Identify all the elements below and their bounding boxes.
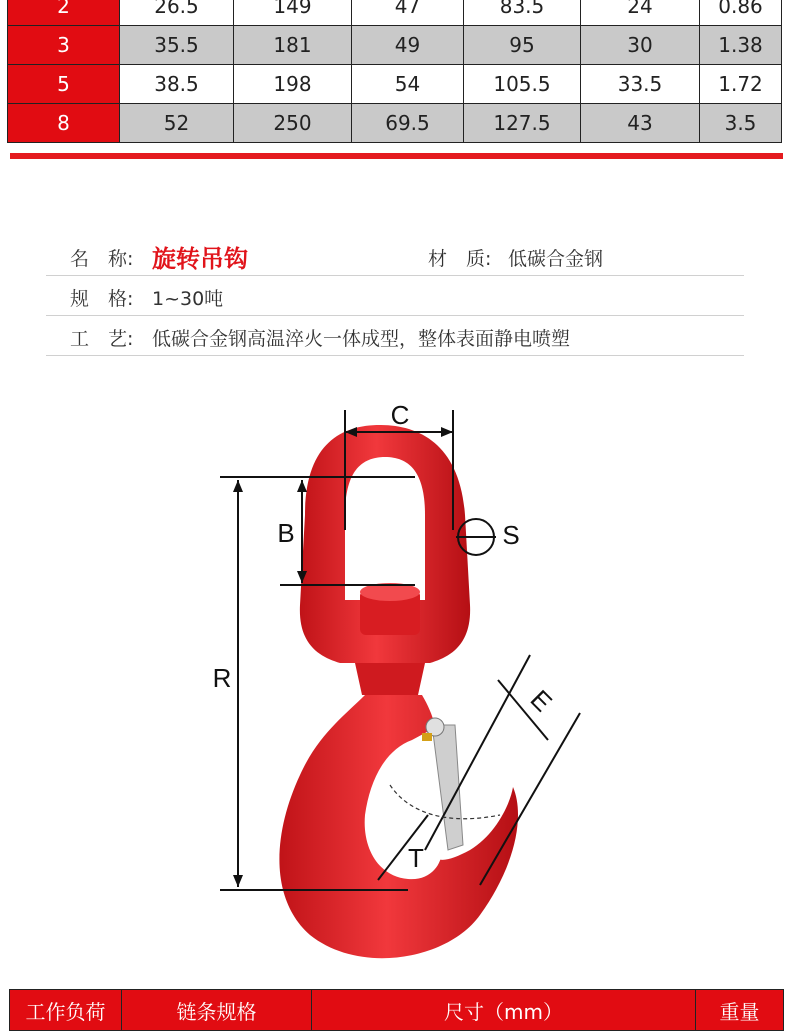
- header-table: [9, 989, 784, 1031]
- load-cell: 5: [8, 65, 120, 104]
- spec-value: 1~30吨: [152, 288, 224, 310]
- load-cell: 3: [8, 26, 120, 65]
- label-r: R: [212, 663, 232, 693]
- table-cell: 47: [352, 0, 464, 26]
- header-dims: 尺寸（mm）: [312, 990, 696, 1031]
- process-label: 工 艺:: [70, 328, 134, 350]
- header-load: 工作负荷: [10, 990, 122, 1031]
- table-cell: 1.38: [700, 26, 782, 65]
- label-t: T: [408, 843, 424, 873]
- table-cell: 38.5: [120, 65, 234, 104]
- table-cell: 0.86: [700, 0, 782, 26]
- info-row-name: [46, 236, 744, 276]
- table-cell: 35.5: [120, 26, 234, 65]
- table-cell: 33.5: [581, 65, 700, 104]
- load-cell: 2: [8, 0, 120, 26]
- name-label: 名 称:: [70, 248, 134, 270]
- material-label: 材 质:: [428, 248, 492, 270]
- table-row: [8, 26, 782, 65]
- table-cell: 149: [234, 0, 352, 26]
- table-cell: 24: [581, 0, 700, 26]
- label-e: E: [524, 683, 559, 718]
- table-cell: 105.5: [464, 65, 581, 104]
- table-cell: 181: [234, 26, 352, 65]
- hook-neck: [355, 663, 425, 695]
- info-row-spec: [46, 276, 744, 316]
- table-cell: 30: [581, 26, 700, 65]
- material-value: 低碳合金钢: [508, 248, 604, 270]
- table-cell: 250: [234, 104, 352, 143]
- label-b: B: [277, 518, 295, 548]
- swivel-barrel: [360, 583, 420, 635]
- swivel-hook-diagram: [180, 395, 620, 980]
- spec-table: [7, 0, 782, 143]
- table-row: [8, 104, 782, 143]
- load-cell: 8: [8, 104, 120, 143]
- table-cell: 54: [352, 65, 464, 104]
- label-c: C: [390, 400, 410, 430]
- table-cell: 127.5: [464, 104, 581, 143]
- table-cell: 198: [234, 65, 352, 104]
- spec-label: 规 格:: [70, 288, 134, 310]
- table-cell: 52: [120, 104, 234, 143]
- label-s: S: [502, 520, 520, 550]
- header-weight: 重量: [696, 990, 784, 1031]
- process-value: 低碳合金钢高温淬火一体成型，整体表面静电喷塑: [152, 328, 571, 350]
- table-cell: 1.72: [700, 65, 782, 104]
- table-cell: 69.5: [352, 104, 464, 143]
- divider-bar: [10, 153, 783, 159]
- table-cell: 83.5: [464, 0, 581, 26]
- header-chain: 链条规格: [122, 990, 312, 1031]
- table-cell: 26.5: [120, 0, 234, 26]
- table-row: [8, 0, 782, 26]
- hook-body: [279, 695, 518, 958]
- table-cell: 95: [464, 26, 581, 65]
- product-name: 旋转吊钩: [152, 245, 248, 273]
- info-row-process: [46, 316, 744, 356]
- table-row: [8, 65, 782, 104]
- table-cell: 49: [352, 26, 464, 65]
- table-cell: 43: [581, 104, 700, 143]
- table-cell: 3.5: [700, 104, 782, 143]
